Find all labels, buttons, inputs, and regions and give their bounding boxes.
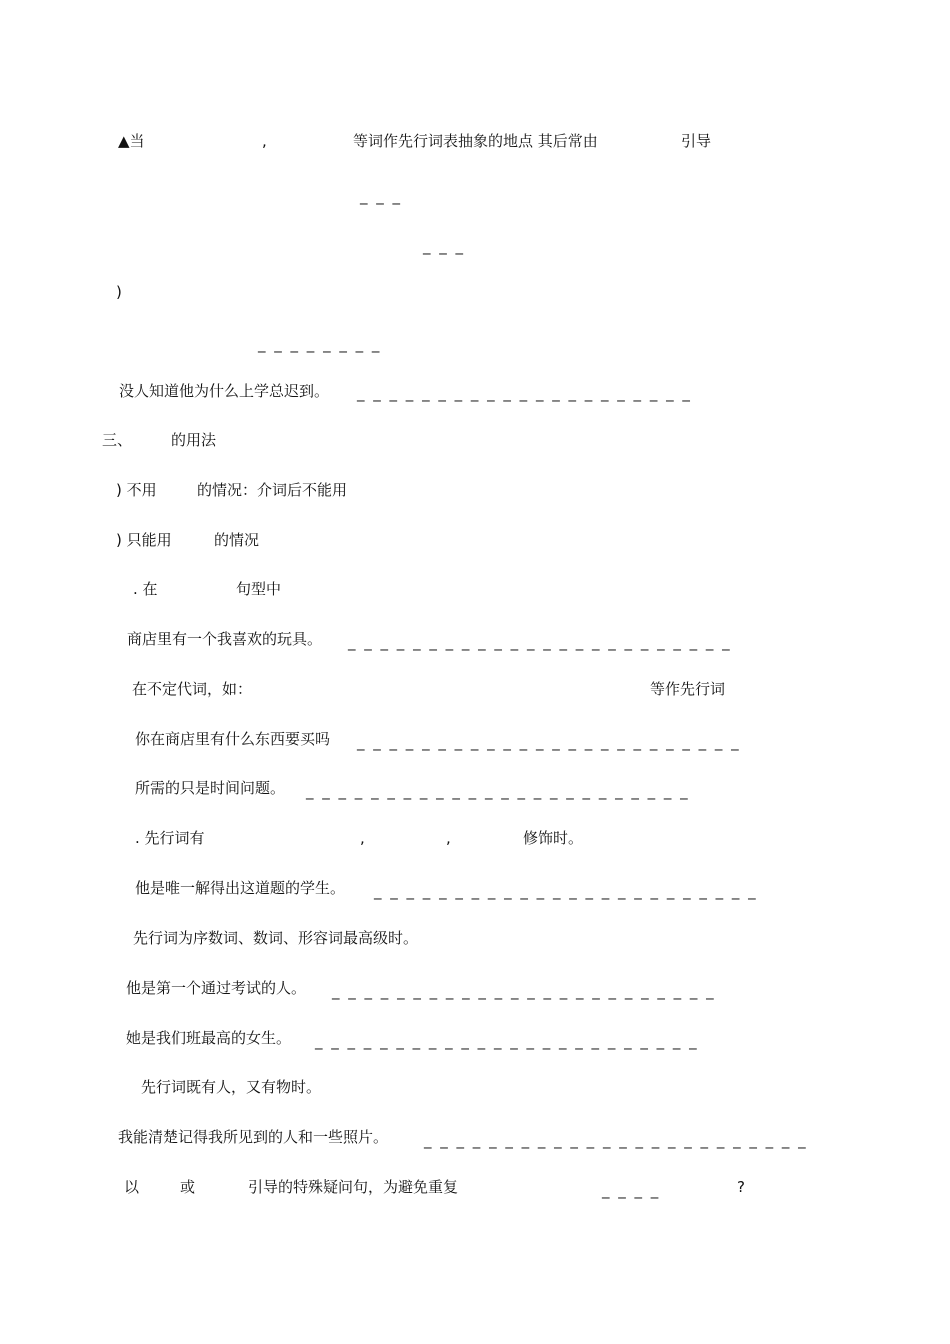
answer-blank: _ _ _ _ _ _ _ _ _ _ _ _ _ _ _ _ _ _ _ _ _ _ _ _ (306, 782, 690, 800)
rule-item-comma: , (360, 829, 365, 847)
answer-blank: _ _ _ _ _ _ _ _ (258, 335, 382, 353)
answer-blank: _ _ _ _ _ _ _ _ _ _ _ _ _ _ _ _ _ _ _ _ _ _ _ _ (424, 1131, 808, 1149)
question-mark: ? (737, 1178, 745, 1196)
subsection-heading: ) 只能用 (116, 531, 172, 549)
line1-end: 引导 (681, 132, 712, 150)
subsection-heading-text: 的情况：介词后不能用 (197, 481, 348, 499)
rule-item-text: 句型中 (236, 580, 282, 598)
rule-item-comma: , (446, 829, 451, 847)
example-sentence: 我能清楚记得我所见到的人和一些照片。 (118, 1128, 389, 1146)
answer-blank: _ _ _ _ _ _ _ _ _ _ _ _ _ _ _ _ _ _ _ _ _ _ _ _ (374, 882, 758, 900)
line1-comma: , (262, 132, 267, 150)
answer-blank: _ _ _ _ _ _ _ _ _ _ _ _ _ _ _ _ _ _ _ _ _ _ _ _ (315, 1032, 699, 1050)
rule-item: . 先行词有 (135, 829, 205, 847)
answer-blank: _ _ _ _ _ _ _ _ _ _ _ _ _ _ _ _ _ _ _ _ _ (357, 384, 692, 402)
example-sentence: 所需的只是时间问题。 (135, 779, 286, 797)
section-title: 的用法 (171, 431, 217, 449)
answer-blank: _ _ _ _ (602, 1181, 661, 1199)
rule-item: 先行词既有人，又有物时。 (141, 1078, 322, 1096)
answer-blank: _ _ _ _ _ _ _ _ _ _ _ _ _ _ _ _ _ _ _ _ _ _ _ _ (348, 633, 732, 651)
example-sentence: 你在商店里有什么东西要买吗 (135, 730, 331, 748)
line1-text: 等词作先行词表抽象的地点 其后常由 (353, 132, 598, 150)
rule-item: 以 (124, 1178, 140, 1196)
rule-item: 先行词为序数词、数词、形容词最高级时。 (133, 929, 419, 947)
rule-item-or: 或 (180, 1178, 196, 1196)
rule-item-text: 修饰时。 (523, 829, 584, 847)
answer-blank: _ _ _ _ _ _ _ _ _ _ _ _ _ _ _ _ _ _ _ _ _ _ _ _ (332, 982, 716, 1000)
rule-item-text: 引导的特殊疑问句，为避免重复 (248, 1178, 459, 1196)
section-number: 三、 (102, 431, 133, 449)
example-sentence: 商店里有一个我喜欢的玩具。 (127, 630, 323, 648)
answer-blank: _ _ _ _ _ _ _ _ _ _ _ _ _ _ _ _ _ _ _ _ _ _ _ _ (357, 733, 741, 751)
example-sentence: 他是唯一解得出这道题的学生。 (135, 879, 346, 897)
subsection-heading-text: 的情况 (214, 531, 260, 549)
answer-blank: _ _ _ (360, 187, 403, 205)
paren-marker: ) (116, 283, 122, 301)
rule-item: 在不定代词，如： (132, 680, 253, 698)
example-sentence: 没人知道他为什么上学总迟到。 (119, 382, 330, 400)
rule-item-text: 等作先行词 (650, 680, 726, 698)
answer-blank: _ _ _ (423, 237, 466, 255)
line1-lead: ▲当 (118, 132, 145, 150)
rule-item: . 在 (133, 580, 158, 598)
example-sentence: 他是第一个通过考试的人。 (126, 979, 307, 997)
subsection-heading: ) 不用 (116, 481, 157, 499)
example-sentence: 她是我们班最高的女生。 (126, 1029, 292, 1047)
